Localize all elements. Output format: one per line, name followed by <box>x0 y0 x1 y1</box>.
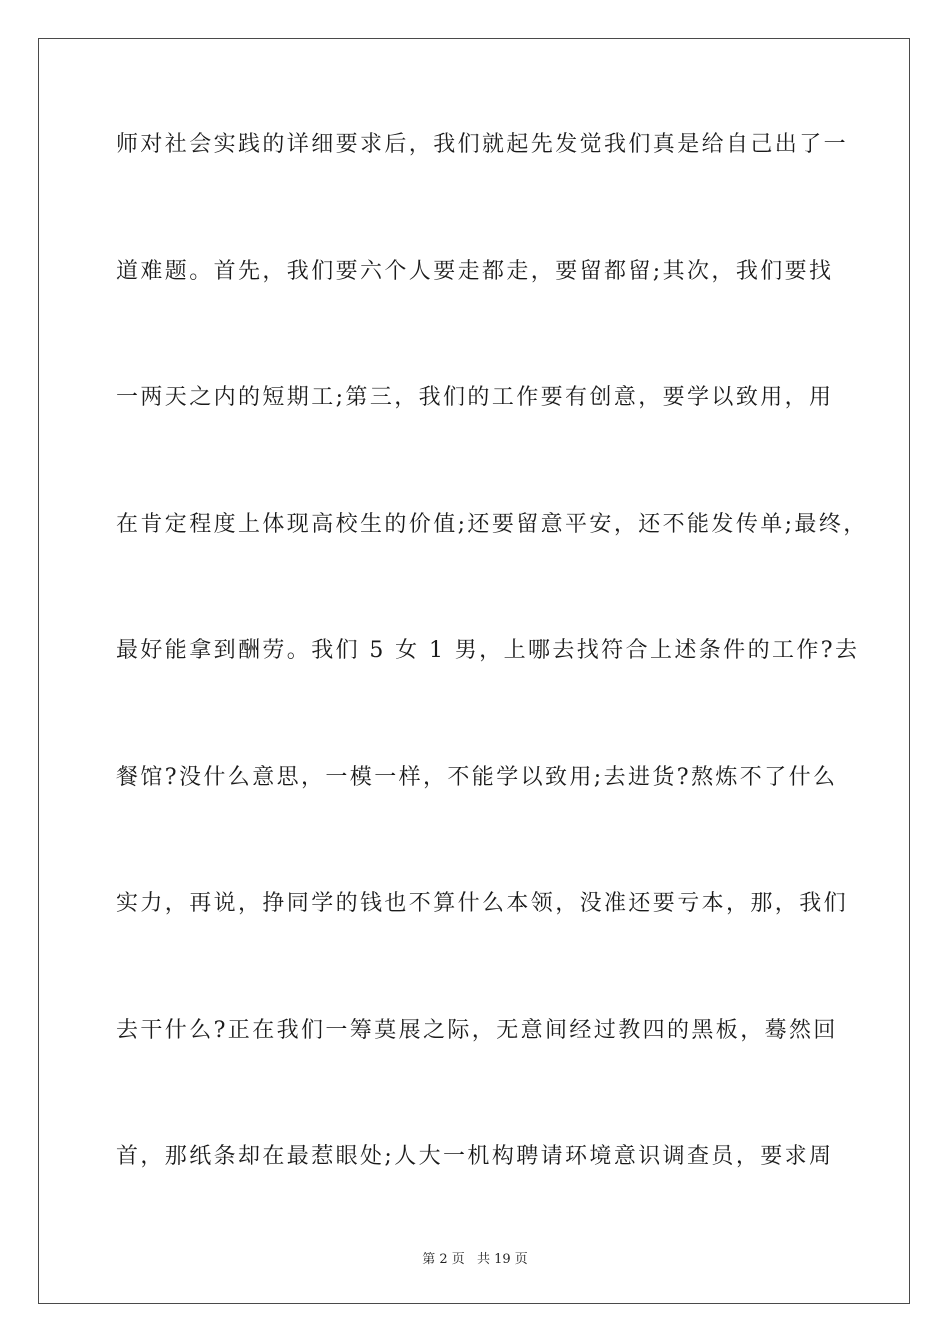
page-total: 共 19 页 <box>476 1252 528 1267</box>
text-line: 去干什么?正在我们一筹莫展之际，无意间经过教四的黑板，蓦然回 <box>116 1017 838 1043</box>
text-line: 一两天之内的短期工;第三，我们的工作要有创意，要学以致用，用 <box>116 385 834 410</box>
text-line: 最好能拿到酬劳。我们 5 女 1 男，上哪去找符合上述条件的工作?去 <box>116 638 860 663</box>
text-line: 首，那纸条却在最惹眼处;人大一机构聘请环境意识调查员，要求周 <box>116 1144 834 1169</box>
text-line: 餐馆?没什么意思，一模一样，不能学以致用;去进货?熬炼不了什么 <box>116 764 838 790</box>
text-line: 道难题。首先，我们要六个人要走都走，要留都留;其次，我们要找 <box>116 258 834 284</box>
text-line: 在肯定程度上体现高校生的价值;还要留意平安，还不能发传单;最终， <box>116 511 868 537</box>
text-line: 师对社会实践的详细要求后，我们就起先发觉我们真是给自己出了一 <box>116 132 849 157</box>
document-body <box>116 130 868 1269</box>
page-footer <box>0 1248 950 1267</box>
text-line: 实力，再说，挣同学的钱也不算什么本领，没准还要亏本，那，我们 <box>116 891 849 916</box>
page-number: 第 2 页 <box>422 1252 465 1267</box>
